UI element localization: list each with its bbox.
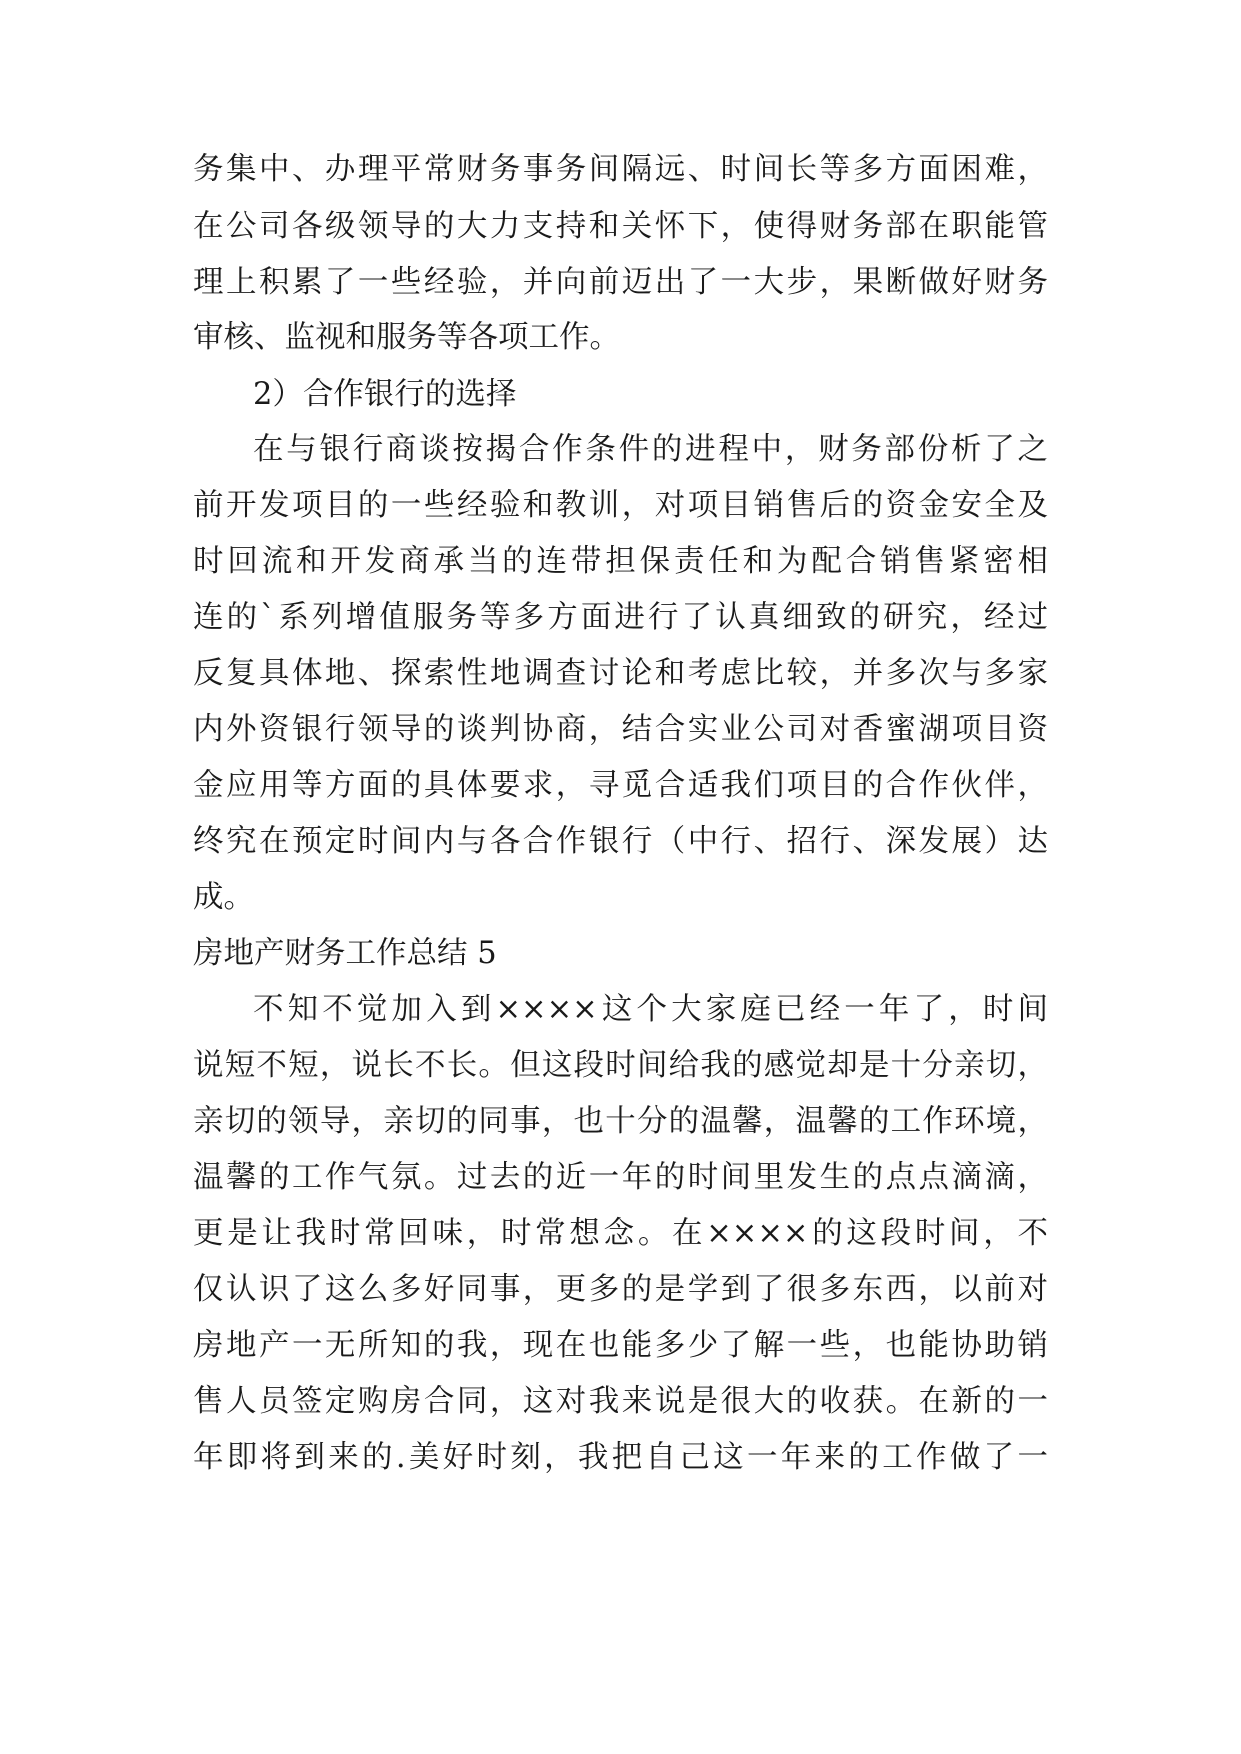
paragraph-line: 更是让我时常回味，时常想念。在××××的这段时间，不 <box>193 1216 1048 1251</box>
paragraph-line: 仅认识了这么多好同事，更多的是学到了很多东西，以前对 <box>193 1272 1048 1307</box>
paragraph-line: 在公司各级领导的大力支持和关怀下，使得财务部在职能管 <box>193 209 1048 244</box>
paragraph-line: 说短不短，说长不长。但这段时间给我的感觉却是十分亲切， <box>193 1048 1048 1083</box>
section-title: 房地产财务工作总结 5 <box>193 936 497 971</box>
paragraph-line: 温馨的工作气氛。过去的近一年的时间里发生的点点滴滴， <box>193 1160 1048 1195</box>
paragraph-line: 反复具体地、探索性地调查讨论和考虑比较，并多次与多家 <box>193 656 1048 691</box>
paragraph-line: 终究在预定时间内与各合作银行（中行、招行、深发展）达 <box>193 824 1048 859</box>
paragraph-line: 金应用等方面的具体要求，寻觅合适我们项目的合作伙伴， <box>193 768 1048 803</box>
paragraph-line: 审核、监视和服务等各项工作。 <box>193 320 620 355</box>
paragraph-line: 房地产一无所知的我，现在也能多少了解一些，也能协助销 <box>193 1328 1048 1363</box>
paragraph-line: 成。 <box>193 880 254 915</box>
paragraph-line: 年即将到来的.美好时刻，我把自己这一年来的工作做了一 <box>193 1440 1048 1475</box>
paragraph-line: 理上积累了一些经验，并向前迈出了一大步，果断做好财务 <box>193 265 1048 300</box>
paragraph-line: 售人员签定购房合同，这对我来说是很大的收获。在新的一 <box>193 1384 1048 1419</box>
paragraph-line: 在与银行商谈按揭合作条件的进程中，财务部份析了之 <box>253 432 1048 467</box>
paragraph-line: 前开发项目的一些经验和教训，对项目销售后的资金安全及 <box>193 488 1048 523</box>
paragraph-line: 亲切的领导，亲切的同事，也十分的温馨，温馨的工作环境， <box>193 1104 1048 1139</box>
subsection-heading: 2）合作银行的选择 <box>253 377 517 412</box>
paragraph-line: 务集中、办理平常财务事务间隔远、时间长等多方面困难， <box>193 152 1048 187</box>
paragraph-line: 内外资银行领导的谈判协商，结合实业公司对香蜜湖项目资 <box>193 712 1048 747</box>
paragraph-line: 连的`系列增值服务等多方面进行了认真细致的研究，经过 <box>193 600 1048 635</box>
paragraph-line: 时回流和开发商承当的连带担保责任和为配合销售紧密相 <box>193 544 1048 579</box>
paragraph-line: 不知不觉加入到××××这个大家庭已经一年了，时间 <box>253 992 1048 1027</box>
